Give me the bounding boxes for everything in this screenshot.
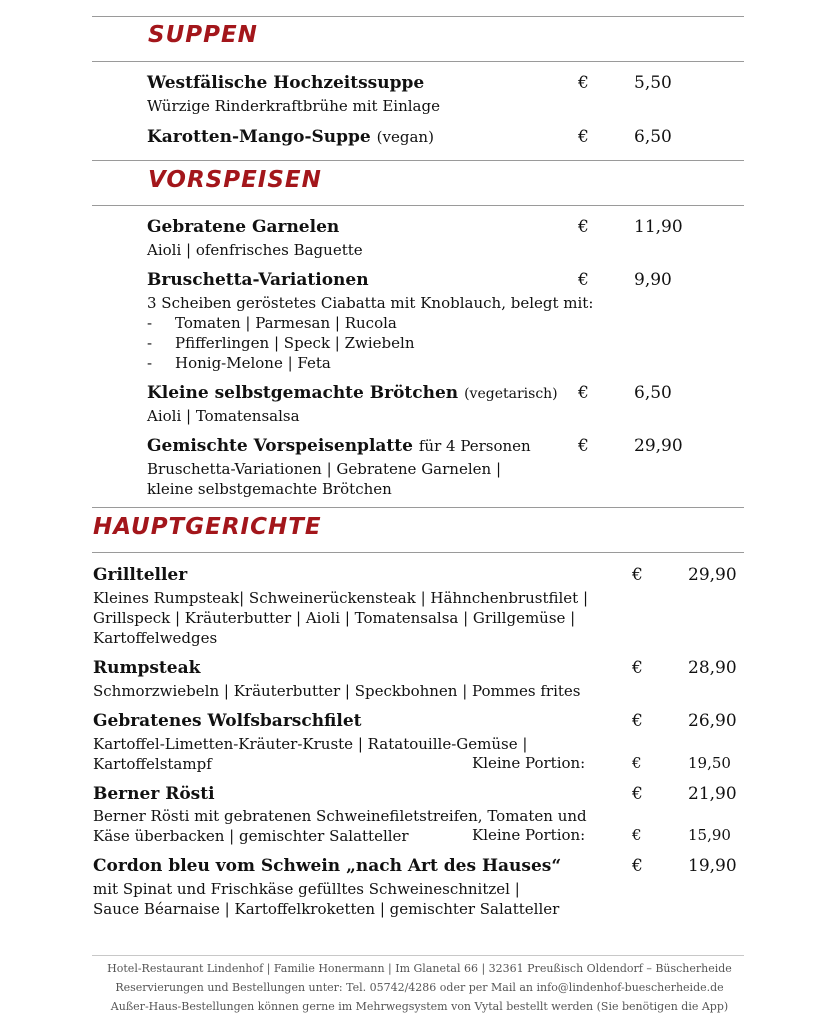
- currency-symbol: €: [632, 784, 643, 804]
- item-price: 29,90: [634, 436, 683, 456]
- bullet-item: Tomaten | Parmesan | Rucola: [175, 314, 397, 332]
- item-price: 29,90: [688, 565, 737, 585]
- item-name: Westfälische Hochzeitssuppe: [147, 73, 425, 93]
- divider: [92, 507, 744, 508]
- small-portion-price: 15,90: [688, 826, 731, 844]
- item-description: Aioli | Tomatensalsa: [147, 407, 300, 425]
- item-name-text: Gemischte Vorspeisenplatte: [147, 436, 413, 456]
- item-name: [147, 383, 558, 403]
- currency-symbol: €: [578, 73, 589, 93]
- item-description: Würzige Rinderkraftbrühe mit Einlage: [147, 97, 440, 115]
- item-description: mit Spinat und Frischkäse gefülltes Schweineschnitzel |: [93, 880, 520, 898]
- footer-address: Hotel-Restaurant Lindenhof | Familie Honermann | Im Glanetal 66 | 32361 Preußisch Oldendorf – Büscherheide: [107, 962, 732, 975]
- item-description: Berner Rösti mit gebratenen Schweinefiletstreifen, Tomaten und: [93, 807, 587, 825]
- small-portion-label: Kleine Portion:: [472, 754, 586, 772]
- item-description: Schmorzwiebeln | Kräuterbutter | Speckbohnen | Pommes frites: [93, 682, 581, 700]
- currency-symbol: €: [632, 565, 643, 585]
- currency-symbol: €: [578, 436, 589, 456]
- currency-symbol: €: [578, 217, 589, 237]
- item-name: Gebratene Garnelen: [147, 217, 340, 237]
- item-price: 19,90: [688, 856, 737, 876]
- item-name: [147, 436, 531, 456]
- item-price: 28,90: [688, 658, 737, 678]
- small-portion-label: Kleine Portion:: [472, 826, 586, 844]
- item-name: Berner Rösti: [93, 784, 215, 804]
- bullet-dash: -: [147, 314, 153, 332]
- item-description: Kartoffelstampf: [93, 755, 212, 773]
- small-portion-price: 19,50: [688, 754, 731, 772]
- section-title-suppen: SUPPEN: [148, 22, 258, 48]
- divider: [92, 205, 744, 206]
- bullet-dash: -: [147, 334, 153, 352]
- item-name: Bruschetta-Variationen: [147, 270, 369, 290]
- bullet-item: Pfifferlingen | Speck | Zwiebeln: [175, 334, 415, 352]
- item-description: Bruschetta-Variationen | Gebratene Garnelen |: [147, 460, 501, 478]
- currency-symbol: €: [578, 127, 589, 147]
- divider: [92, 16, 744, 17]
- divider: [92, 160, 744, 161]
- footer-vytal-note: Außer-Haus-Bestellungen können gerne im Mehrwegsystem von Vytal bestellt werden (Sie benötigen die App): [110, 1000, 729, 1013]
- bullet-dash: -: [147, 354, 153, 372]
- item-note: (vegetarisch): [464, 386, 558, 402]
- item-name: Cordon bleu vom Schwein „nach Art des Hauses“: [93, 856, 562, 876]
- item-description: Käse überbacken | gemischter Salatteller: [93, 827, 409, 845]
- item-name: Grillteller: [93, 565, 188, 585]
- item-name-text: Kleine selbstgemachte Brötchen: [147, 383, 459, 403]
- item-name: [147, 127, 434, 147]
- item-price: 9,90: [634, 270, 672, 290]
- currency-symbol: €: [632, 856, 643, 876]
- currency-symbol: €: [632, 711, 643, 731]
- item-price: 21,90: [688, 784, 737, 804]
- item-price: 26,90: [688, 711, 737, 731]
- footer-contact: Reservierungen und Bestellungen unter: Tel. 05742/4286 oder per Mail an info@lindenhof-buescherheide.de: [115, 981, 724, 994]
- currency-symbol: €: [632, 754, 642, 772]
- item-price: 11,90: [634, 217, 683, 237]
- item-description: 3 Scheiben geröstetes Ciabatta mit Knoblauch, belegt mit:: [147, 294, 594, 312]
- item-description: kleine selbstgemachte Brötchen: [147, 480, 392, 498]
- section-title-vorspeisen: VORSPEISEN: [148, 167, 322, 193]
- item-description: Grillspeck | Kräuterbutter | Aioli | Tomatensalsa | Grillgemüse |: [93, 609, 576, 627]
- item-name: Rumpsteak: [93, 658, 201, 678]
- item-description: Aioli | ofenfrisches Baguette: [147, 241, 363, 259]
- item-note: für 4 Personen: [418, 437, 531, 455]
- currency-symbol: €: [632, 658, 643, 678]
- item-note: (vegan): [376, 128, 434, 146]
- divider: [92, 552, 744, 553]
- item-description: Kartoffelwedges: [93, 629, 218, 647]
- section-title-hauptgerichte: HAUPTGERICHTE: [93, 514, 322, 540]
- currency-symbol: €: [578, 383, 589, 403]
- footer-divider: [92, 955, 744, 956]
- currency-symbol: €: [578, 270, 589, 290]
- item-description: Kartoffel-Limetten-Kräuter-Kruste | Ratatouille-Gemüse |: [93, 735, 528, 753]
- divider: [92, 61, 744, 62]
- item-description: Sauce Béarnaise | Kartoffelkroketten | gemischter Salatteller: [93, 900, 560, 918]
- item-name: Gebratenes Wolfsbarschfilet: [93, 711, 362, 731]
- item-description: Kleines Rumpsteak| Schweinerückensteak | Hähnchenbrustfilet |: [93, 589, 589, 607]
- bullet-item: Honig-Melone | Feta: [175, 354, 331, 372]
- currency-symbol: €: [632, 826, 642, 844]
- item-name-text: Karotten-Mango-Suppe: [147, 127, 371, 147]
- item-price: 6,50: [634, 127, 672, 147]
- item-price: 6,50: [634, 383, 672, 403]
- item-price: 5,50: [634, 73, 672, 93]
